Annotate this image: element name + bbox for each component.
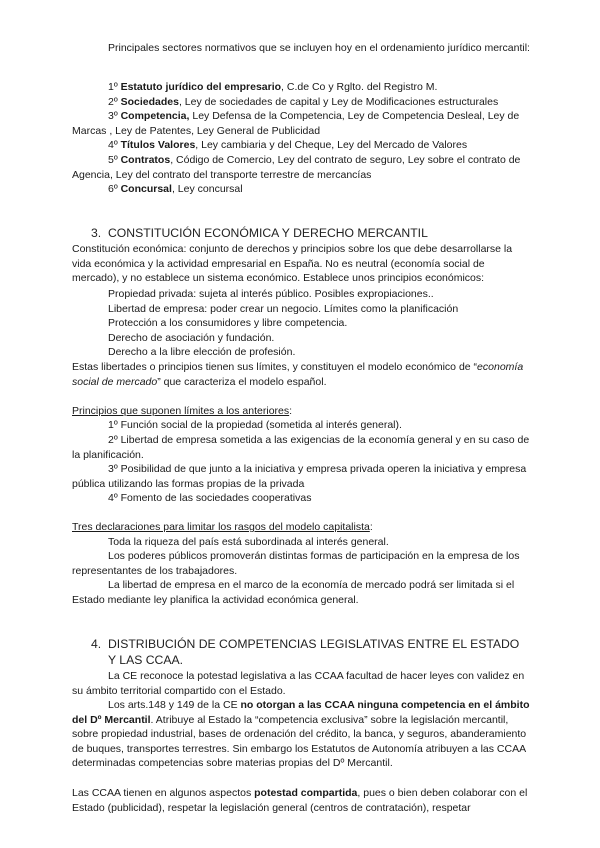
- limits-heading-colon: :: [289, 405, 293, 417]
- limit-item: 4º Fomento de las sociedades cooperativas: [108, 492, 312, 504]
- sector-text: , Ley concursal: [171, 183, 243, 195]
- section-number: 4.: [91, 637, 102, 651]
- sector-item-4: [72, 138, 530, 153]
- sector-item-5: [72, 153, 530, 182]
- limit-item: 2º Libertad de empresa sometida a las exigencias de la economía general y en su caso de la planificación.: [72, 434, 530, 461]
- sector-text: Ley Defensa de la Competencia, Ley de Competencia Desleal, Ley de Marcas , Ley de Patentes, Ley General de Publicidad: [72, 110, 520, 137]
- sector-name: Estatuto jurídico del empresario: [120, 81, 282, 93]
- sector-num: 1º: [108, 81, 121, 93]
- section-4-paragraph-3: [72, 786, 530, 815]
- limit-item: 1º Función social de la propiedad (sometida al interés general).: [108, 419, 402, 431]
- declarations-heading-colon: :: [369, 521, 373, 533]
- sector-name: Sociedades: [120, 96, 179, 108]
- declaration-item: La libertad de empresa en el marco de la economía de mercado podrá ser limitada si el Estado mediante ley planifica la actividad económica general.: [72, 579, 515, 606]
- sector-item-6: [72, 182, 530, 197]
- sector-num: 4º: [108, 139, 121, 151]
- economic-constitution-definition: Constitución económica: conjunto de derechos y principios sobre los que debe desarrollarse la vida económica y la actividad empresarial en España. No es neutral (economía social de mercado), y no establece un sistema económico. Establece unos principios económicos:: [72, 243, 513, 285]
- intro-paragraph: Principales sectores normativos que se incluyen hoy en el ordenamiento jurídico mercantil:: [108, 42, 530, 54]
- principle-item: Libertad de empresa: poder crear un negocio. Límites como la planificación: [108, 303, 459, 315]
- principle-item: Propiedad privada: sujeta al interés público. Posibles expropiaciones..: [108, 288, 434, 300]
- para-bold: no otorgan a las CCAA ninguna competencia en el ámbito del Dº Mercantil: [72, 699, 530, 726]
- section-title: DISTRIBUCIÓN DE COMPETENCIAS LEGISLATIVAS ENTRE EL ESTADO: [108, 637, 520, 651]
- principle-item: Protección a los consumidores y libre competencia.: [108, 317, 348, 329]
- sector-item-2: [72, 95, 530, 110]
- sector-item-3: [72, 109, 530, 138]
- section-title: CONSTITUCIÓN ECONÓMICA Y DERECHO MERCANTIL: [108, 226, 428, 240]
- limits-paragraph: [72, 360, 530, 389]
- declaration-item: Toda la riqueza del país está subordinada al interés general.: [108, 536, 389, 548]
- limits-heading: [72, 404, 530, 419]
- declaration-item: Los poderes públicos promoverán distintas formas de participación en la empresa de los representantes de los trabajadores.: [72, 550, 520, 577]
- sector-name: Contratos: [120, 154, 171, 166]
- sector-text: , C.de Co y Rglto. del Registro M.: [281, 81, 438, 93]
- sector-num: 6º: [108, 183, 121, 195]
- section-4-heading: [91, 636, 531, 668]
- section-4-paragraph-1: La CE reconoce la potestad legislativa a las CCAA facultad de hacer leyes con validez en su ámbito territorial compartido con el Estado.: [72, 670, 525, 697]
- limits-emphasis: economía social de mercado: [72, 361, 524, 388]
- declarations-heading: [72, 520, 530, 535]
- para-text: . Atribuye al Estado la “competencia exclusiva” sobre la legislación mercantil, sobre propiedad industrial, bases de ordenación del crédito, la banca, y seguros, abanderamiento de buques, transportes terrestres. Sin embargo los Estatutos de Autonomía atribuyen a las CCAA determinadas competencias sobre materias propias del Dº Mercantil.: [72, 713, 527, 770]
- section-4-paragraph-2: [72, 698, 530, 771]
- sector-name: Títulos Valores: [120, 139, 196, 151]
- sector-text: , Ley de sociedades de capital y Ley de Modificaciones estructurales: [178, 96, 499, 108]
- sector-name: Competencia,: [120, 110, 190, 122]
- principle-item: Derecho a la libre elección de profesión.: [108, 346, 296, 358]
- para-text: Los arts.148 y 149 de la CE: [108, 699, 241, 711]
- para-text: Las CCAA tienen en algunos aspectos: [72, 787, 255, 799]
- para-bold: potestad compartida: [254, 787, 358, 799]
- sector-num: 2º: [108, 96, 121, 108]
- sector-item-1: [72, 80, 530, 95]
- sector-name: Concursal: [120, 183, 172, 195]
- sector-text: , Código de Comercio, Ley del contrato de seguro, Ley sobre el contrato de Agencia, Ley del contrato del transporte terrestre de mercancías: [72, 154, 521, 181]
- principle-item: Derecho de asociación y fundación.: [108, 332, 275, 344]
- section-3-heading: [91, 225, 531, 241]
- sector-num: 3º: [108, 110, 121, 122]
- section-title-continued: Y LAS CCAA.: [108, 653, 183, 667]
- limits-text: ” que caracteriza el modelo español.: [157, 375, 327, 388]
- sector-num: 5º: [108, 154, 121, 166]
- limit-item: 3º Posibilidad de que junto a la iniciativa y empresa privada operen la iniciativa y empresa pública utilizando las formas propias de la privada: [72, 463, 527, 490]
- declarations-heading-text: Tres declaraciones para limitar los rasgos del modelo capitalista: [72, 521, 370, 533]
- limits-text: Estas libertades o principios tienen sus límites, y constituyen el modelo económico de “: [72, 361, 478, 373]
- limits-heading-text: Principios que suponen límites a los anteriores: [72, 405, 290, 417]
- para-text: , pues o bien deben colaborar con el Estado (publicidad), respetar la legislación general (centros de contratación), respetar: [72, 787, 528, 814]
- sector-text: , Ley cambiaria y del Cheque, Ley del Mercado de Valores: [195, 139, 468, 151]
- section-number: 3.: [91, 226, 102, 240]
